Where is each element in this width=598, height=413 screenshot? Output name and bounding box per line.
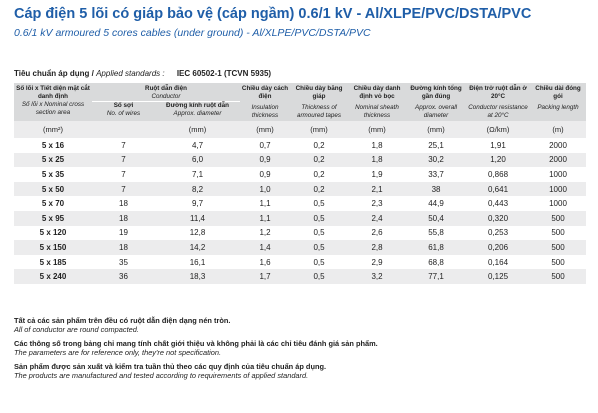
table-cell: 500	[530, 269, 586, 284]
table-cell: 30,2	[406, 153, 466, 168]
table-cell: 7	[92, 167, 155, 182]
table-cell: 0,7	[240, 138, 290, 153]
table-cell: 2,3	[348, 196, 406, 211]
size-cell: 5 x 185	[14, 255, 92, 270]
table-cell: 1000	[530, 196, 586, 211]
table-cell: 35	[92, 255, 155, 270]
table-cell: 77,1	[406, 269, 466, 284]
table-cell: 0,641	[466, 182, 530, 197]
table-cell: 0,253	[466, 226, 530, 241]
table-cell: 18	[92, 196, 155, 211]
table-cell: 50,4	[406, 211, 466, 226]
table-cell: 6,0	[155, 153, 240, 168]
table-cell: 33,7	[406, 167, 466, 182]
units-row	[14, 121, 586, 138]
table-cell: 7,1	[155, 167, 240, 182]
cable-spec-table	[14, 83, 586, 284]
table-row	[14, 167, 586, 182]
table-cell: 1000	[530, 167, 586, 182]
table-cell: 1,6	[240, 255, 290, 270]
header-sheath: Chiều dày danh định vỏ bọc Nominal sheath thickness	[348, 83, 406, 121]
table-cell: 1,0	[240, 182, 290, 197]
unit-cell	[92, 121, 155, 138]
table-cell: 500	[530, 255, 586, 270]
table-cell: 61,8	[406, 240, 466, 255]
table-cell: 0,9	[240, 167, 290, 182]
table-cell: 0,2	[290, 167, 348, 182]
header-resistance: Điện trở ruột dẫn ở 20°C Conductor resistance at 20°C	[466, 83, 530, 121]
table-cell: 16,1	[155, 255, 240, 270]
header-overall-diameter: Đường kính tổng gần đúng Approx. overall diameter	[406, 83, 466, 121]
notes	[14, 316, 589, 385]
table-cell: 1,8	[348, 153, 406, 168]
table-cell: 2000	[530, 138, 586, 153]
size-cell: 5 x 240	[14, 269, 92, 284]
table-cell: 1,4	[240, 240, 290, 255]
table-cell: 500	[530, 211, 586, 226]
table-cell: 8,2	[155, 182, 240, 197]
table-cell: 36	[92, 269, 155, 284]
table-cell: 18	[92, 211, 155, 226]
table-cell: 0,5	[290, 196, 348, 211]
table-cell: 2,4	[348, 211, 406, 226]
header-conductor-diameter: Đường kính ruột dẫn Approx. diameter	[155, 102, 240, 122]
header-insulation: Chiều dày cách điện Insulation thickness	[241, 85, 289, 119]
table-cell: 2,1	[348, 182, 406, 197]
page-title: Cáp điện 5 lõi có giáp bảo vệ (cáp ngầm) 0.6/1 kV - Al/XLPE/PVC/DSTA/PVC	[14, 6, 532, 22]
table-cell: 1,2	[240, 226, 290, 241]
unit-cell: (mm)	[348, 121, 406, 138]
table-cell: 0,206	[466, 240, 530, 255]
unit-cell: (m)	[530, 121, 586, 138]
table-cell: 0,5	[290, 269, 348, 284]
table-cell: 0,5	[290, 211, 348, 226]
table-cell: 4,7	[155, 138, 240, 153]
note-item: Sản phẩm được sản xuất và kiểm tra tuần thủ theo các quy định của tiêu chuẩn áp dụng. The products are manufactured and tested according to requirements of applied standard.	[14, 362, 327, 380]
table-cell: 18	[92, 240, 155, 255]
table-cell: 0,5	[290, 226, 348, 241]
header-conductor-group: Ruột dẫn điện Conductor	[92, 83, 240, 102]
table-cell: 0,443	[466, 196, 530, 211]
header-packing-length: Chiều dài đóng gói Packing length	[530, 83, 586, 121]
table-cell: 38	[406, 182, 466, 197]
header-no-of-wires: Số sợi No. of wires	[92, 102, 155, 122]
standard-label-en: Applied standards :	[96, 69, 165, 78]
unit-cell: (mm)	[290, 121, 348, 138]
standard-label-vn: Tiêu chuẩn áp dụng /	[14, 69, 94, 78]
table-cell: 1,8	[348, 138, 406, 153]
size-cell: 5 x 120	[14, 226, 92, 241]
table-cell: 18,3	[155, 269, 240, 284]
unit-cell: (mm)	[155, 121, 240, 138]
table-cell: 7	[92, 138, 155, 153]
table-cell: 1,20	[466, 153, 530, 168]
unit-cell: (mm²)	[14, 121, 92, 138]
table-cell: 9,7	[155, 196, 240, 211]
table-cell: 1,7	[240, 269, 290, 284]
unit-cell: (mm)	[240, 121, 290, 138]
applied-standard	[14, 69, 271, 78]
table-row	[14, 211, 586, 226]
table-cell: 14,2	[155, 240, 240, 255]
table-cell: 500	[530, 226, 586, 241]
table-row	[14, 196, 586, 211]
table-row	[14, 240, 586, 255]
table-cell: 25,1	[406, 138, 466, 153]
size-cell: 5 x 150	[14, 240, 92, 255]
size-cell: 5 x 70	[14, 196, 92, 211]
table-cell: 0,9	[240, 153, 290, 168]
unit-cell: (mm)	[406, 121, 466, 138]
size-cell: 5 x 50	[14, 182, 92, 197]
table-cell: 7	[92, 153, 155, 168]
table-cell: 1,1	[240, 196, 290, 211]
table-cell: 2,8	[348, 240, 406, 255]
page-subtitle: 0.6/1 kV armoured 5 cores cables (under ground) - Al/XLPE/PVC/DSTA/PVC	[14, 27, 371, 39]
size-cell: 5 x 95	[14, 211, 92, 226]
table-row	[14, 255, 586, 270]
table-row	[14, 226, 586, 241]
table-cell: 500	[530, 240, 586, 255]
table-cell: 1,1	[240, 211, 290, 226]
table-cell: 1,9	[348, 167, 406, 182]
table-cell: 2,9	[348, 255, 406, 270]
table-cell: 0,5	[290, 240, 348, 255]
table-cell: 12,8	[155, 226, 240, 241]
table-cell: 0,2	[290, 153, 348, 168]
table-cell: 2000	[530, 153, 586, 168]
table-cell: 19	[92, 226, 155, 241]
table-row	[14, 182, 586, 197]
table-cell: 11,4	[155, 211, 240, 226]
table-cell: 0,5	[290, 255, 348, 270]
unit-cell: (Ω/km)	[466, 121, 530, 138]
table-cell: 44,9	[406, 196, 466, 211]
table-row	[14, 138, 586, 153]
table-cell: 0,2	[290, 138, 348, 153]
table-cell: 55,8	[406, 226, 466, 241]
table-row	[14, 269, 586, 284]
table-cell: 0,2	[290, 182, 348, 197]
standard-value: IEC 60502-1 (TCVN 5935)	[176, 69, 272, 78]
table-cell: 1,91	[466, 138, 530, 153]
size-cell: 5 x 25	[14, 153, 92, 168]
note-item: Tất cả các sản phẩm trên đều có ruột dẫn điện dạng nén tròn. All of conductor are round compacted.	[14, 316, 231, 334]
table-cell: 2,6	[348, 226, 406, 241]
table-cell: 0,164	[466, 255, 530, 270]
table-cell: 3,2	[348, 269, 406, 284]
size-cell: 5 x 35	[14, 167, 92, 182]
size-cell: 5 x 16	[14, 138, 92, 153]
header-size: Số lõi x Tiết diện mặt cắt danh định Số lõi x Nominal cross section area	[14, 83, 92, 121]
header-armour: Chiều dày băng giáp Thickness of armoured tapes	[290, 83, 348, 121]
table-cell: 1000	[530, 182, 586, 197]
table-cell: 68,8	[406, 255, 466, 270]
table-cell: 0,868	[466, 167, 530, 182]
table-cell: 7	[92, 182, 155, 197]
table-cell: 0,125	[466, 269, 530, 284]
note-item: Các thông số trong bảng chỉ mang tính chất giới thiệu và không phải là các chỉ tiêu đánh giá sản phẩm. The parameters are for reference only, they're not specification.	[14, 339, 378, 357]
table-row	[14, 153, 586, 168]
table-cell: 0,320	[466, 211, 530, 226]
